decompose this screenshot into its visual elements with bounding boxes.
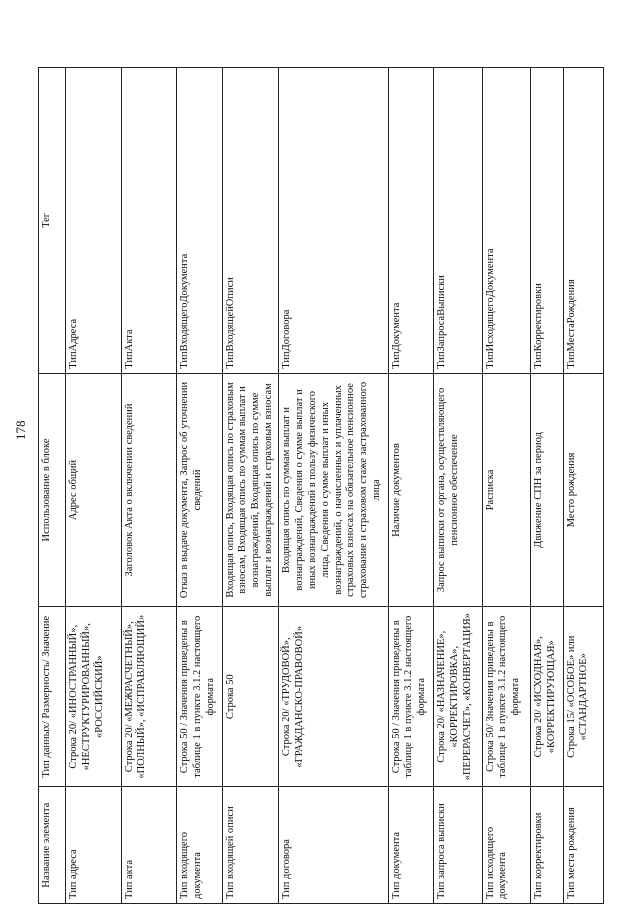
cell-tag: ТипДокумента (388, 68, 433, 374)
table-row (563, 68, 604, 904)
data-elements-table (38, 67, 604, 904)
cell-tag: ТипМестаРождения (563, 68, 604, 374)
cell-usage: Входящая опись, Входящая опись по страховым взносам, Входящая опись по суммам выплат и вознаграждений, Входящая опись по сумме выплат и вознаграждений и страховым взносам (222, 373, 279, 606)
cell-data-type: Строка 50 (222, 607, 279, 787)
table-row (222, 68, 279, 904)
cell-usage: Расписка (482, 373, 531, 606)
table-body (66, 68, 604, 904)
cell-usage: Движение СПН за период (531, 373, 563, 606)
cell-tag: ТипАдреса (66, 68, 122, 374)
cell-tag: ТипДоговора (279, 68, 388, 374)
cell-tag: ТипВходящейОписи (222, 68, 279, 374)
cell-usage: Адрес общий (66, 373, 122, 606)
document-table-rotated (38, 67, 604, 904)
cell-data-type: Строка 20/ «МЕЖРАСЧЕТНЫЙ», «ПОЛНЫЙ», «ИСПРАВЛЯЮЩИЙ» (121, 607, 177, 787)
cell-data-type: Строка 15/ «ОСОБОЕ» или «СТАНДАРТНОЕ» (563, 607, 604, 787)
table-row (121, 68, 177, 904)
cell-usage: Наличие документов (388, 373, 433, 606)
cell-tag: ТипЗапросаВыписки (434, 68, 483, 374)
cell-element-name: Тип документа (388, 787, 433, 904)
cell-tag: ТипКорректировки (531, 68, 563, 374)
cell-element-name: Тип входящего документа (177, 787, 222, 904)
cell-data-type: Строка 50 / Значения приведены в таблице 1 в пункте 3.1.2 настоящего формата (388, 607, 433, 787)
cell-data-type: Строка 20/ «ИСХОДНАЯ», «КОРРЕКТИРУЮЩАЯ» (531, 607, 563, 787)
cell-element-name: Тип акта (121, 787, 177, 904)
header-usage: Использование в блоке (39, 373, 66, 606)
header-tag: Тег (39, 68, 66, 374)
table-header-row (39, 68, 66, 904)
cell-usage: Входящая опись по суммам выплат и вознаграждений, Сведения о сумме выплат и иных вознаграждений в пользу физического лица, Сведения о сумме выплат и иных вознаграждений, о начисленных и уплаченных страховых взносах на обязательное пенсионное страхование и страховом стаже застрахованного лица (279, 373, 388, 606)
cell-data-type: Строка 20/ «ТРУДОВОЙ», «ГРАЖДАНСКО-ПРАВОВОЙ» (279, 607, 388, 787)
cell-element-name: Тип запроса выписки (434, 787, 483, 904)
table-row (177, 68, 222, 904)
cell-data-type: Строка 20/ «НАЗНАЧЕНИЕ», «КОРРЕКТИРОВКА», «ПЕРЕРАСЧЕТ», «КОНВЕРТАЦИЯ» (434, 607, 483, 787)
table-row (482, 68, 531, 904)
table-row (279, 68, 388, 904)
cell-element-name: Тип корректировки (531, 787, 563, 904)
cell-usage: Заголовок Акта о включении сведений (121, 373, 177, 606)
cell-data-type: Строка 20/ «ИНОСТРАННЫЙ», «НЕСТРУКТУРИРОВАННЫЙ», «РОССИЙСКИЙ» (66, 607, 122, 787)
table-row (531, 68, 563, 904)
page-number: 178 (13, 420, 28, 440)
cell-element-name: Тип места рождения (563, 787, 604, 904)
table-row (66, 68, 122, 904)
header-name: Название элемента (39, 787, 66, 904)
table-row (434, 68, 483, 904)
cell-element-name: Тип адреса (66, 787, 122, 904)
cell-element-name: Тип договора (279, 787, 388, 904)
table-row (388, 68, 433, 904)
cell-data-type: Строка 50 / Значения приведены в таблице 1 в пункте 3.1.2 настоящего формата (177, 607, 222, 787)
cell-usage: Отказ в выдаче документа, Запрос об уточнении сведений (177, 373, 222, 606)
cell-element-name: Тип исходящего документа (482, 787, 531, 904)
cell-tag: ТипАкта (121, 68, 177, 374)
cell-element-name: Тип входящей описи (222, 787, 279, 904)
header-type: Тип данных/ Размерность/ Значение (39, 607, 66, 787)
cell-data-type: Строка 50/ Значения приведены в таблице 1 в пункте 3.1.2 настоящего формата (482, 607, 531, 787)
cell-usage: Место рождения (563, 373, 604, 606)
cell-tag: ТипИсходящегоДокумента (482, 68, 531, 374)
cell-tag: ТипВходящегоДокумента (177, 68, 222, 374)
cell-usage: Запрос выписки от органа, осуществляющего пенсионное обеспечение (434, 373, 483, 606)
